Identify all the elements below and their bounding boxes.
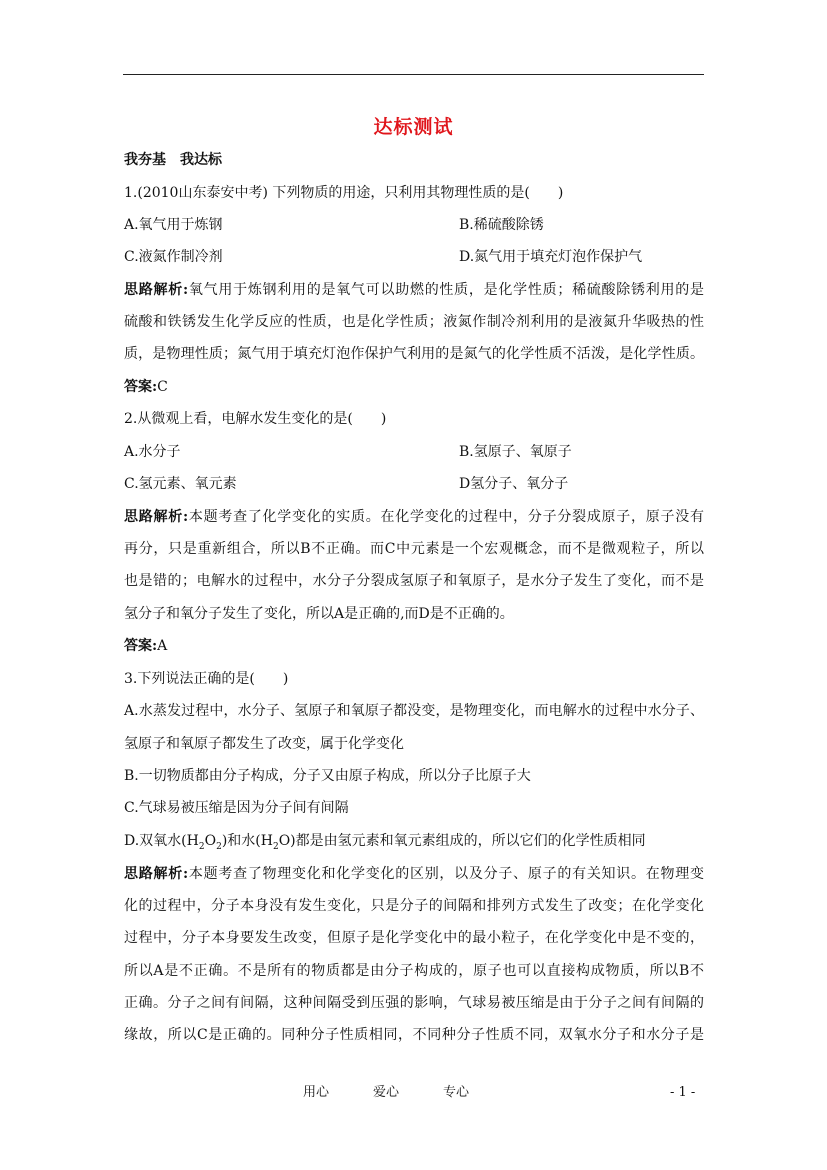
page-title: 达标测试 [373,116,454,138]
page-number: - 1 - [670,1085,696,1100]
q2-answer: 答案:A [124,638,168,654]
q1-answer: 答案:C [124,379,168,395]
q3-analysis-line: 过程中，分子本身要发生改变，但原子是化学变化中的最小粒子，在化学变化中是不变的， [124,930,704,946]
q3-analysis-line: 所以A是不正确。不是所有的物质都是由分子构成的，原子也可以直接构成物质，所以B不 [124,963,704,979]
q2-analysis-line: 氢分子和氧分子发生了变化，所以A是正确的,而D是不正确的。 [124,606,514,622]
q2-option-c: C.氢元素、氧元素 [124,476,237,492]
q2-analysis-line: 思路解析:本题考查了化学变化的实质。在化学变化的过程中，分子分裂成原子，原子没有 [124,509,704,525]
header-rule [123,74,704,75]
q3-option-a-cont: 氢原子和氧原子都发生了改变，属于化学变化 [124,736,404,752]
q3-analysis-label: 思路解析: [124,866,189,882]
q1-option-b: B.稀硫酸除锈 [459,217,544,233]
q3-analysis-line: 缘故，所以C是正确的。同种分子性质相同，不同种分子性质不同，双氧水分子和水分子是 [124,1027,704,1043]
q3-analysis-line: 思路解析:本题考查了物理变化和化学变化的区别，以及分子、原子的有关知识。在物理变 [124,866,704,882]
q2-analysis-label: 思路解析: [124,509,189,525]
q3-option-a: A.水蒸发过程中，水分子、氢原子和氧原子都没变，是物理变化，而电解水的过程中水分子、 [124,703,704,719]
q2-analysis-line: 再分，只是重新组合，所以B不正确。而C中元素是一个宏观概念，而不是微观粒子，所以 [124,541,704,557]
q2-stem: 2.从微观上看，电解水发生变化的是( ) [124,411,387,427]
footer-word: 用心 [303,1085,330,1100]
q2-option-b: B.氢原子、氧原子 [459,444,572,460]
q2-option-d: D氢分子、氧分子 [459,476,569,492]
q3-option-d: D.双氧水$(H_2O_2)$和水$(H_2O)$都是由氢元素和氧元素组成的，所以它们的化学性质相同 [124,833,646,852]
q3-stem: 3.下列说法正确的是( ) [124,671,289,687]
footer-word: 爱心 [373,1085,400,1100]
q2-option-a: A.水分子 [124,444,181,460]
q3-analysis-line: 正确。分子之间有间隔，这种间隔受到压强的影响，气球易被压缩是由于分子之间有间隔的 [124,995,704,1011]
q1-analysis-label: 思路解析: [124,282,189,298]
q1-analysis-line: 质，是物理性质；氮气用于填充灯泡作保护气利用的是氮气的化学性质不活泼，是化学性质。 [124,346,704,362]
q1-analysis-line: 思路解析:氧气用于炼钢利用的是氧气可以助燃的性质，是化学性质；稀硫酸除锈利用的是 [124,282,704,298]
section-heading: 我夯基 我达标 [124,152,222,168]
q3-option-c: C.气球易被压缩是因为分子间有间隔 [124,800,349,816]
footer-word: 专心 [443,1085,470,1100]
q1-option-a: A.氧气用于炼钢 [124,217,223,233]
q1-option-c: C.液氮作制冷剂 [124,249,223,265]
q3-option-b: B.一切物质都由分子构成，分子又由原子构成，所以分子比原子大 [124,768,531,784]
q3-analysis-line: 化的过程中，分子本身没有发生变化，只是分子的间隔和排列方式发生了改变；在化学变化 [124,898,704,914]
q1-analysis-line: 硫酸和铁锈发生化学反应的性质，也是化学性质；液氮作制冷剂利用的是液氮升华吸热的性 [124,314,704,330]
q2-analysis-line: 也是错的；电解水的过程中，水分子分裂成氢原子和氧原子，是水分子发生了变化，而不是 [124,573,704,589]
q1-option-d: D.氮气用于填充灯泡作保护气 [459,249,643,265]
q1-stem: 1.(2010山东泰安中考) 下列物质的用途，只利用其物理性质的是( ) [124,185,564,201]
